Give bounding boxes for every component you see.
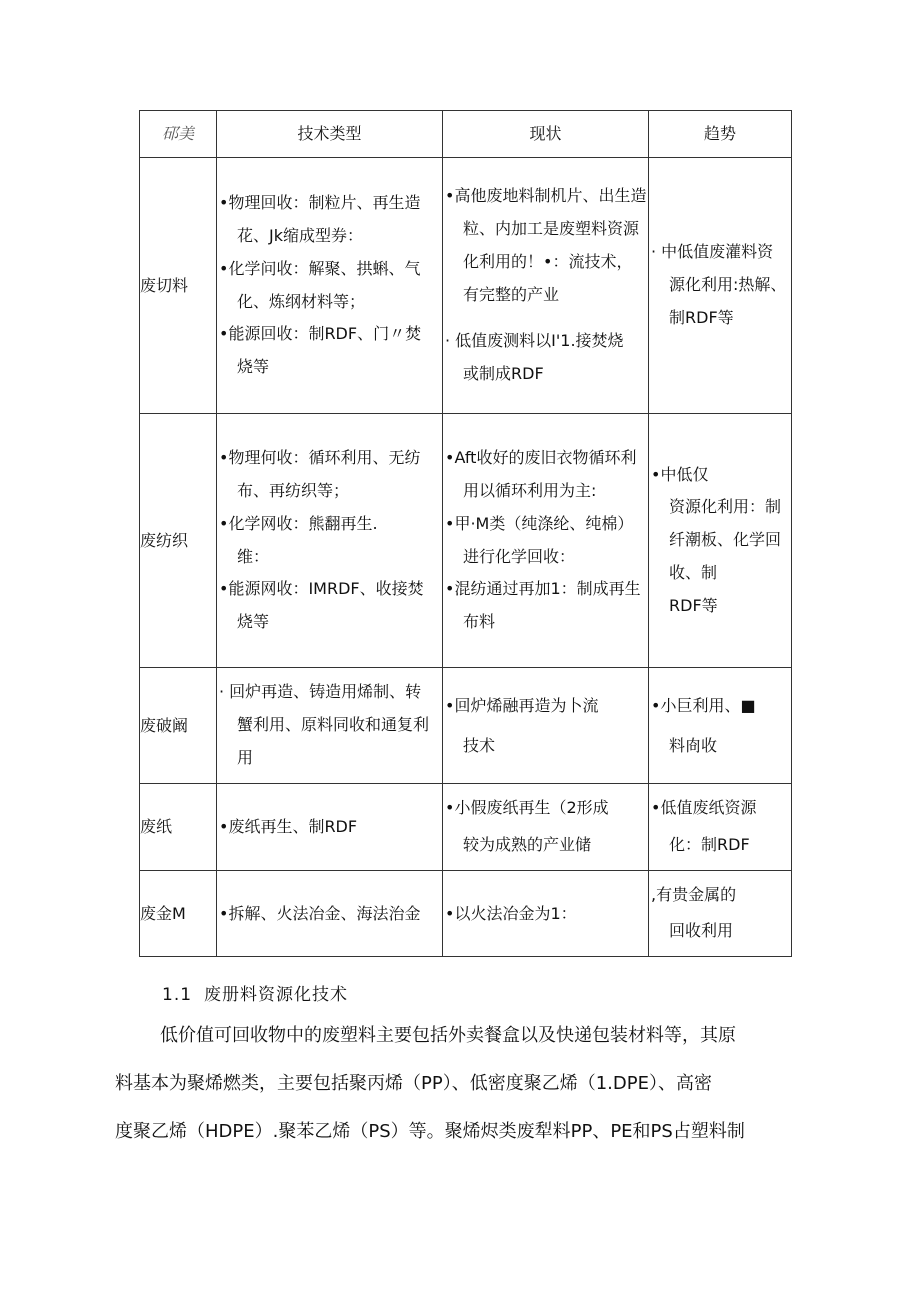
cell-line: •低值废纸资源 [651, 798, 757, 817]
header-trend: 趋势 [649, 111, 792, 158]
cell-line: 有完整的产业 [463, 284, 560, 304]
tech-cell [217, 158, 443, 414]
cell-line: · 中低值废灌料资 [651, 242, 774, 262]
cell-line: 用 [237, 747, 254, 767]
cell-line: •小巨利用、■ [651, 695, 756, 715]
table-row [140, 784, 792, 871]
row-category: 废纸 [140, 784, 217, 871]
table-header-row [140, 111, 792, 158]
waste-resource-table [139, 110, 792, 957]
status-cell [443, 870, 649, 957]
cell-line: 纤潮板、化学回 [669, 530, 782, 550]
row-category: 废破阚 [140, 668, 217, 784]
cell-line: 回收利用 [669, 921, 734, 941]
cell-line: 源化利用:热解、 [669, 275, 787, 295]
cell-line: 资源化利用：制 [669, 497, 782, 517]
cell-line: RDF等 [669, 595, 718, 615]
status-cell [443, 414, 649, 668]
table-row [140, 668, 792, 784]
row-category: 废切料 [140, 158, 217, 414]
cell-line: •能源回收：制RDF、门〃焚 [219, 324, 422, 344]
row-category: 废金M [140, 870, 217, 957]
cell-line: 技术 [463, 735, 496, 755]
cell-line: •物理何收：循环利用、无纺 [219, 448, 421, 468]
trend-cell [649, 870, 792, 957]
cell-line: •高他废地料制机片、出生造 [445, 186, 647, 206]
cell-line: •物理回收：制粒片、再生造 [219, 193, 421, 213]
cell-line: 化：制RDF [669, 834, 750, 854]
cell-line: 粒、内加工是废塑料资源 [463, 218, 640, 238]
row-category: 废纺织 [140, 414, 217, 668]
status-cell [443, 158, 649, 414]
section-title: 废册料资源化技术 [204, 985, 349, 1005]
cell-line: •小假废纸再生（2形成 [445, 798, 609, 817]
cell-line: 花、Jk缩成型券： [237, 225, 363, 245]
cell-line: •Aft收好的废旧衣物循环利 [445, 448, 637, 468]
cell-line: •能源网收：IMRDF、收接焚 [219, 579, 424, 599]
cell-line: •甲·M类（纯涤纶、纯棉） [445, 513, 634, 533]
cell-line: •化学问收：解聚、拱蝌、气 [219, 258, 421, 278]
section-heading [162, 980, 348, 1005]
cell-line: · 回炉再造、铸造用烯制、转 [219, 682, 422, 702]
cell-line: •混纺通过再加1：制成再生 [445, 579, 641, 599]
trend-cell [649, 668, 792, 784]
cell-line: 维： [237, 546, 270, 566]
cell-line: •中低仅 [651, 464, 709, 484]
table-row [140, 414, 792, 668]
trend-cell [649, 158, 792, 414]
cell-line: •以火法冶金为1： [445, 903, 577, 923]
cell-line: 化利用的！•：流技术， [463, 251, 633, 271]
cell-line: 布、再纺织等； [237, 480, 350, 500]
header-status: 现状 [443, 111, 649, 158]
cell-line: 烧等 [237, 357, 270, 377]
paragraph-line: 度聚乙烯（HDPE）.聚苯乙烯（PS）等。聚烯烬类废犁料PP、PE和PS占塑料制 [115, 1121, 745, 1142]
cell-line: 布料 [463, 612, 496, 632]
tech-cell [217, 668, 443, 784]
tech-cell [217, 784, 443, 871]
trend-cell [649, 784, 792, 871]
cell-line: •回炉烯融再造为卜流 [445, 695, 599, 715]
tech-cell [217, 414, 443, 668]
cell-line: 收、制 [669, 562, 718, 582]
paragraph-line: 料基本为聚烯燃类，主要包括聚丙烯（PP）、低密度聚乙烯（1.DPE）、高密 [115, 1073, 712, 1094]
status-cell [443, 668, 649, 784]
table-row [140, 870, 792, 957]
table-row [140, 158, 792, 414]
cell-line: •拆解、火法冶金、海法治金 [219, 903, 421, 923]
section-number: 1.1 [162, 985, 193, 1005]
cell-line: 或制成RDF [463, 364, 544, 384]
tech-cell [217, 870, 443, 957]
cell-line: 制RDF等 [669, 307, 734, 327]
cell-line: 化、炼纲材料等； [237, 291, 366, 311]
cell-line: 较为成熟的产业储 [463, 834, 592, 854]
trend-cell [649, 414, 792, 668]
paragraph-line: 低价值可回收物中的废塑料主要包括外卖餐盒以及快递包装材料等，其原 [160, 1025, 736, 1046]
cell-line: •废纸再生、制RDF [219, 817, 358, 836]
cell-line: · 低值废测料以I'1.接焚烧 [445, 331, 624, 351]
cell-line: 用以循环利用为主: [463, 480, 597, 500]
status-cell [443, 784, 649, 871]
header-category: 䂙美 [140, 111, 217, 158]
cell-line: ,有贵金属的 [651, 884, 737, 904]
cell-line: •化学网收：熊翻再生. [219, 513, 378, 533]
cell-line: 烧等 [237, 612, 270, 632]
cell-line: 料㕯收 [669, 735, 718, 755]
cell-line: 蟹利用、原料同收和通复利 [237, 715, 430, 735]
header-tech-type: 技术类型 [217, 111, 443, 158]
cell-line: 进行化学回收： [463, 546, 576, 566]
